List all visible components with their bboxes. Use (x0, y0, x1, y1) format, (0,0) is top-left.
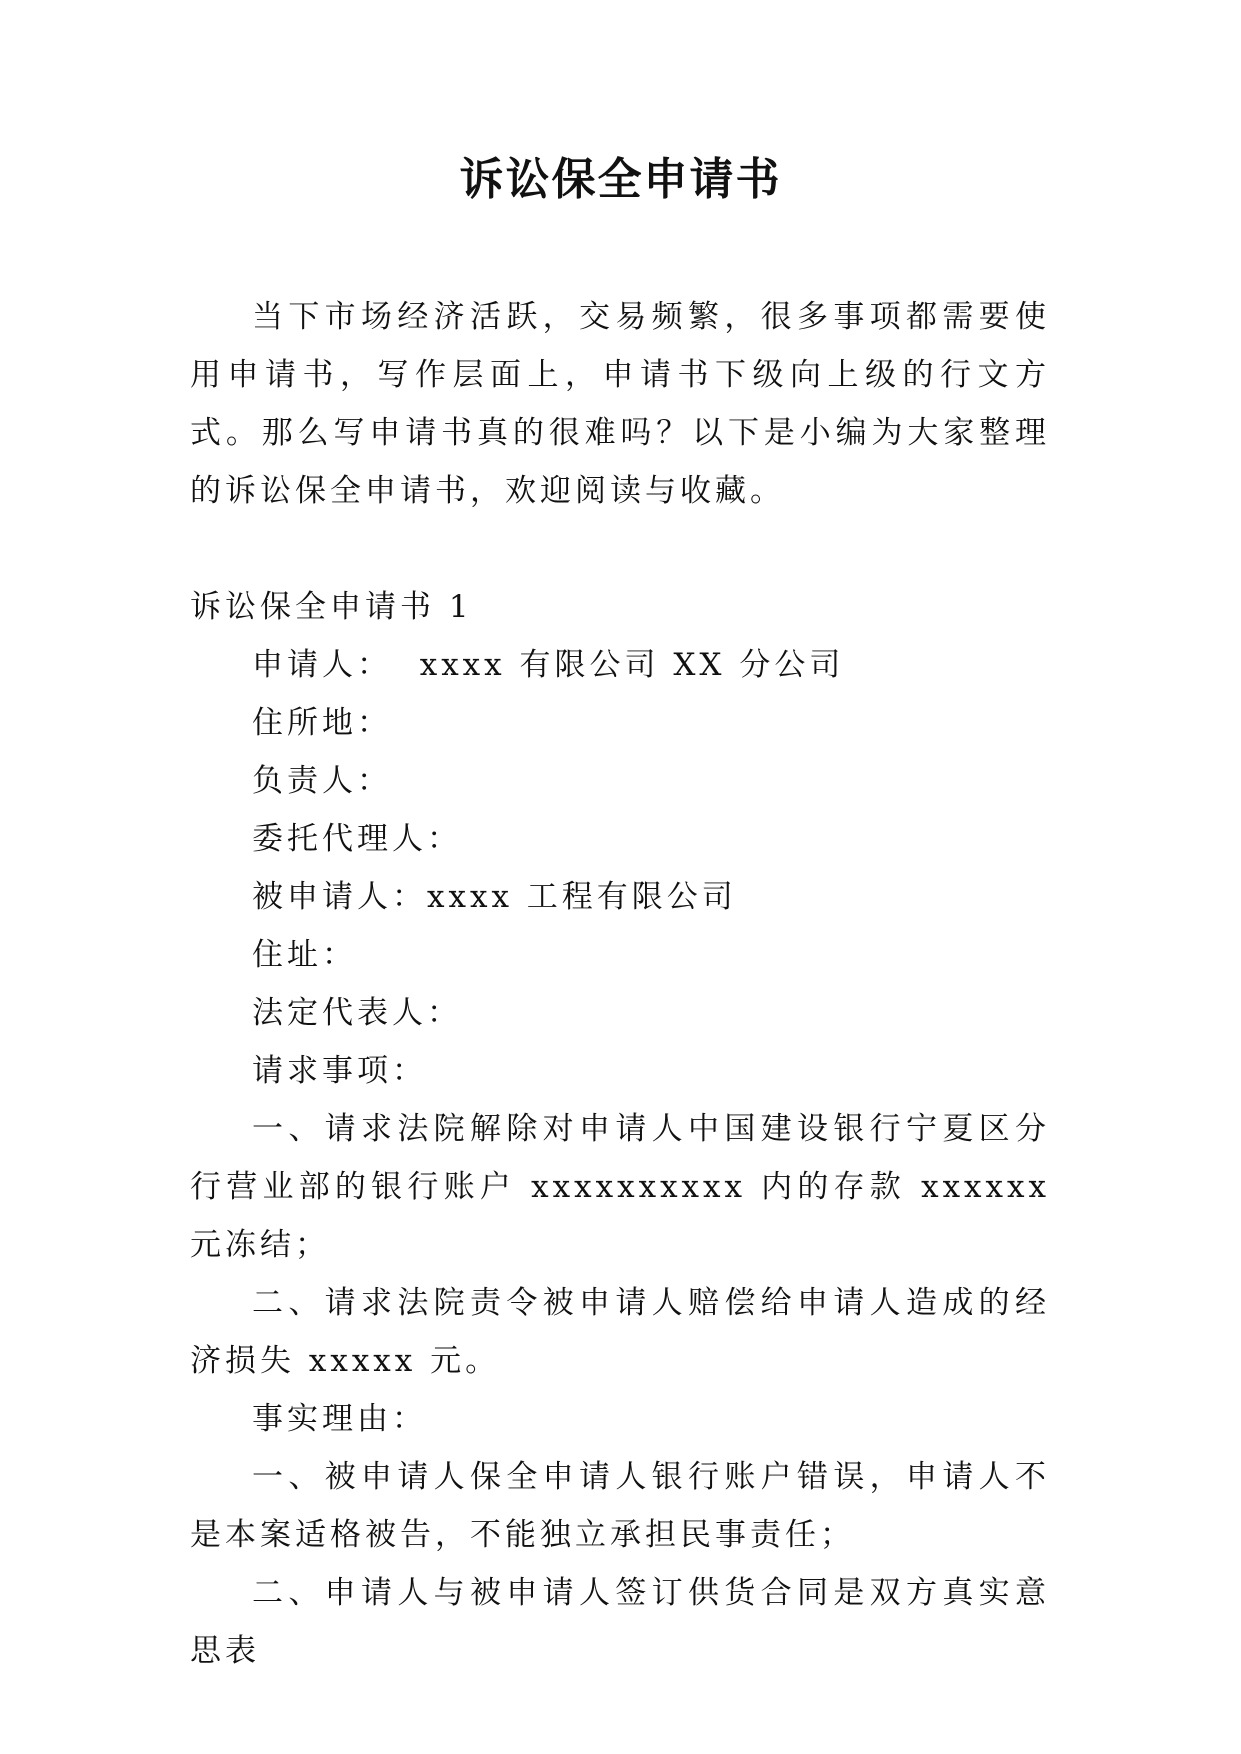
applicant-line: 申请人： xxxx 有限公司 XX 分公司 (252, 647, 845, 683)
fact-item-2: 二、申请人与被申请人签订供货合同是双方真实意思表 (190, 1575, 1050, 1669)
document-title: 诉讼保全申请书 (459, 154, 782, 205)
respondent-line: 被申请人：xxxx 工程有限公司 (252, 879, 737, 915)
respondent-address-line: 住址： (252, 937, 357, 973)
legal-representative-line: 法定代表人： (252, 995, 462, 1031)
agent-line: 委托代理人： (252, 821, 462, 857)
request-item-1: 一、请求法院解除对申请人中国建设银行宁夏区分行营业部的银行账户 xxxxxxxxxx 内的存款 xxxxxx 元冻结； (190, 1111, 1064, 1263)
intro-paragraph: 当下市场经济活跃，交易频繁，很多事项都需要使用申请书，写作层面上，申请书下级向上级的行文方式。那么写申请书真的很难吗？以下是小编为大家整理的诉讼保全申请书，欢迎阅读与收藏。 (190, 299, 1050, 509)
document-body (190, 288, 1064, 1680)
facts-heading: 事实理由： (252, 1401, 427, 1437)
section-heading: 诉讼保全申请书 1 (190, 589, 473, 625)
person-in-charge-line: 负责人： (252, 763, 392, 799)
applicant-address-line: 住所地： (252, 705, 392, 741)
requests-heading: 请求事项： (252, 1053, 427, 1089)
request-item-2: 二、请求法院责令被申请人赔偿给申请人造成的经济损失 xxxxx 元。 (190, 1285, 1050, 1379)
fact-item-1: 一、被申请人保全申请人银行账户错误，申请人不是本案适格被告，不能独立承担民事责任； (190, 1459, 1050, 1553)
